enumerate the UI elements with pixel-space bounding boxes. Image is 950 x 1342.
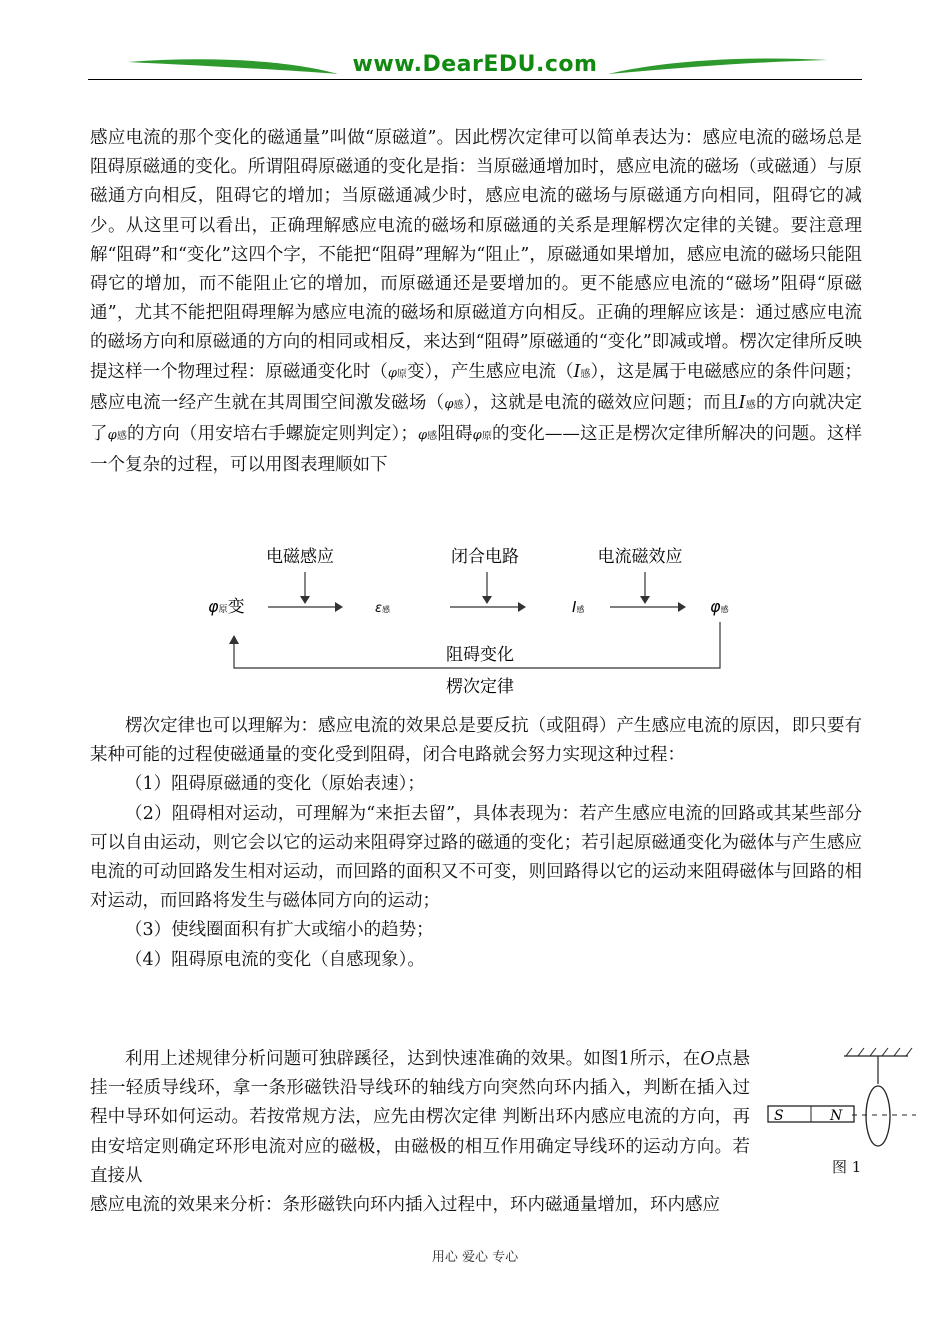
arrow-1-down-head bbox=[300, 596, 310, 604]
para1-seg7: 阻碍 bbox=[437, 424, 473, 445]
magnet-pole-s: S bbox=[774, 1108, 784, 1124]
label-current-effect: 电流磁效应 bbox=[597, 547, 683, 567]
node-epsilon-gan: ε感 bbox=[375, 601, 391, 616]
para1-seg8: 的变化——这正是楞次定律所解决的问题。这样一个复杂的过程，可以用图表理顺如下 bbox=[90, 424, 863, 476]
i-symbol: I bbox=[738, 392, 746, 413]
node-i-gan: I感 bbox=[572, 598, 585, 616]
magnet-pole-n: N bbox=[830, 1108, 843, 1124]
paragraph-3-continued: 感应电流的效果来分析：条形磁铁向环内插入过程中，环内磁通量增加，环内感应 bbox=[90, 1195, 720, 1215]
phi-symbol: φ bbox=[472, 428, 482, 444]
node-phi-yuan: φ原变 bbox=[208, 597, 245, 617]
sub-gan: 感 bbox=[427, 431, 438, 443]
phi-symbol: φ bbox=[417, 428, 428, 444]
sub-yuan: 原 bbox=[396, 368, 408, 380]
label-hinder-change: 阻碍变化 bbox=[446, 645, 514, 665]
list-item-2: （2）阻碍相对运动，可理解为“来拒去留”，具体表现为：若产生感应电流的回路或其某些部分可以自由运动，则它会以它的运动来阻碍穿过路的磁通的变化；若引起原磁通变化为磁体与产生感应电流的可动回路发生相对运动，而回路的面积又不可变，则回路得以它的运动来阻碍磁体与回路的相对运动，而回路将发生与磁体同方向的运动； bbox=[90, 803, 862, 912]
arrow-2-head bbox=[518, 602, 526, 612]
feedback-loop-head bbox=[229, 635, 239, 644]
list-item-1: （1）阻碍原磁通的变化（原始表速）； bbox=[125, 774, 425, 795]
sub-gan: 感 bbox=[453, 399, 464, 411]
paragraph-1 bbox=[90, 124, 862, 480]
para1-seg4: ），这就是电流的磁效应问题；而且 bbox=[463, 392, 739, 413]
list-item-4: （4）阻碍原电流的变化（自感现象）。 bbox=[125, 949, 425, 970]
figure-1-caption: 图 1 bbox=[832, 1158, 862, 1176]
site-url[interactable]: www.DearEDU.com bbox=[352, 52, 598, 77]
label-lenz-law: 楞次定律 bbox=[446, 677, 514, 697]
conductor-ring bbox=[866, 1086, 890, 1146]
sub-gan: 感 bbox=[116, 431, 128, 443]
main-text bbox=[90, 124, 862, 480]
paragraph-3-block bbox=[90, 1045, 862, 1191]
phi-symbol: φ bbox=[387, 365, 397, 381]
arrow-2-down-head bbox=[482, 596, 492, 604]
para1-seg3: ），这是属于电磁感应的条件问题；感应电流一经产生就在其周围空间激发磁场（ bbox=[90, 361, 863, 413]
arrow-3-head bbox=[678, 602, 686, 612]
lower-text bbox=[90, 712, 862, 975]
para1-seg5: 的方向就决定了 bbox=[90, 392, 863, 445]
node-phi-gan: φ感 bbox=[710, 597, 729, 616]
arrow-3-down-head bbox=[640, 596, 650, 604]
para1-seg1: 感应电流的那个变化的磁通量”叫做“原磁道”。因此楞次定律可以简单表达为：感应电流的磁场总是阻碍原磁通的变化。所谓阻碍原磁通的变化是指：当原磁通增加时，感应电流的磁场（或磁通）与原磁通方向相反，阻碍它的增加；当原磁通减少时，感应电流的磁场与原磁通方向相同，阻碍它的减少。从这里可以看出，正确理解感应电流的磁场和原磁通的关系是理解楞次定律的关键。要注意理解“阻碍”和“变化”这四个字，不能把“阻碍”理解为“阻止”，原磁通如果增加，感应电流的磁场只能阻碍它的增加，而不能阻止它的增加，而原磁通还是要增加的。更不能感应电流的“磁场”阻碍“原磁通”，尤其不能把阻碍理解为感应电流的磁场和原磁道方向相反。正确的理解应该是：通过感应电流的磁场方向和原磁通的方向的相同或相反，来达到“阻碍”原磁通的“变化”即减或增。楞次定律所反映提这样一个物理过程：原磁通变化时（ bbox=[90, 128, 862, 382]
sub-gan: 感 bbox=[745, 399, 756, 411]
phi-symbol: φ bbox=[444, 396, 454, 412]
label-induction: 电磁感应 bbox=[266, 547, 334, 567]
sub-yuan: 原 bbox=[481, 431, 492, 443]
lenz-process-diagram bbox=[200, 540, 760, 700]
page-footer: 用心 爱心 专心 bbox=[431, 1250, 519, 1265]
arrow-1-head bbox=[335, 602, 343, 612]
para3-seg2: 点悬挂一轻质导线环，拿一条形磁铁沿导线环的轴线方向突然向环内插入，判断在插入过程中导环如何运动。若按常规方法，应先由楞次定律 判断出环内感应电流的方向，再由安培定则确定环形电流对应的磁极，由磁极的相互作用确定导线环的运动方向。若直接从 bbox=[90, 1049, 750, 1186]
list-item-3: （3）使线圈面积有扩大或缩小的趋势； bbox=[125, 920, 434, 941]
page-header bbox=[88, 50, 862, 86]
header-rule bbox=[88, 79, 862, 80]
phi-symbol: φ bbox=[107, 428, 117, 444]
paragraph-2: 楞次定律也可以理解为：感应电流的效果总是要反抗（或阻碍）产生感应电流的原因，即只要有某种可能的过程使磁通量的变化受到阻碍，闭合电路就会努力实现这种过程： bbox=[90, 716, 862, 766]
paragraph-3 bbox=[90, 1045, 750, 1191]
ceiling-hatch bbox=[846, 1048, 912, 1056]
para3-seg1: 利用上述规律分析问题可独辟蹊径，达到快速准确的效果。如图1所示，在 bbox=[125, 1049, 701, 1069]
point-o: O bbox=[700, 1049, 715, 1069]
para1-seg2: 变），产生感应电流（ bbox=[407, 361, 574, 382]
sub-gan: 感 bbox=[580, 368, 591, 380]
label-closed-circuit: 闭合电路 bbox=[451, 547, 519, 567]
para1-seg6: 的方向（用安培右手螺旋定则判定）； bbox=[127, 424, 418, 445]
i-symbol: I bbox=[573, 361, 581, 382]
